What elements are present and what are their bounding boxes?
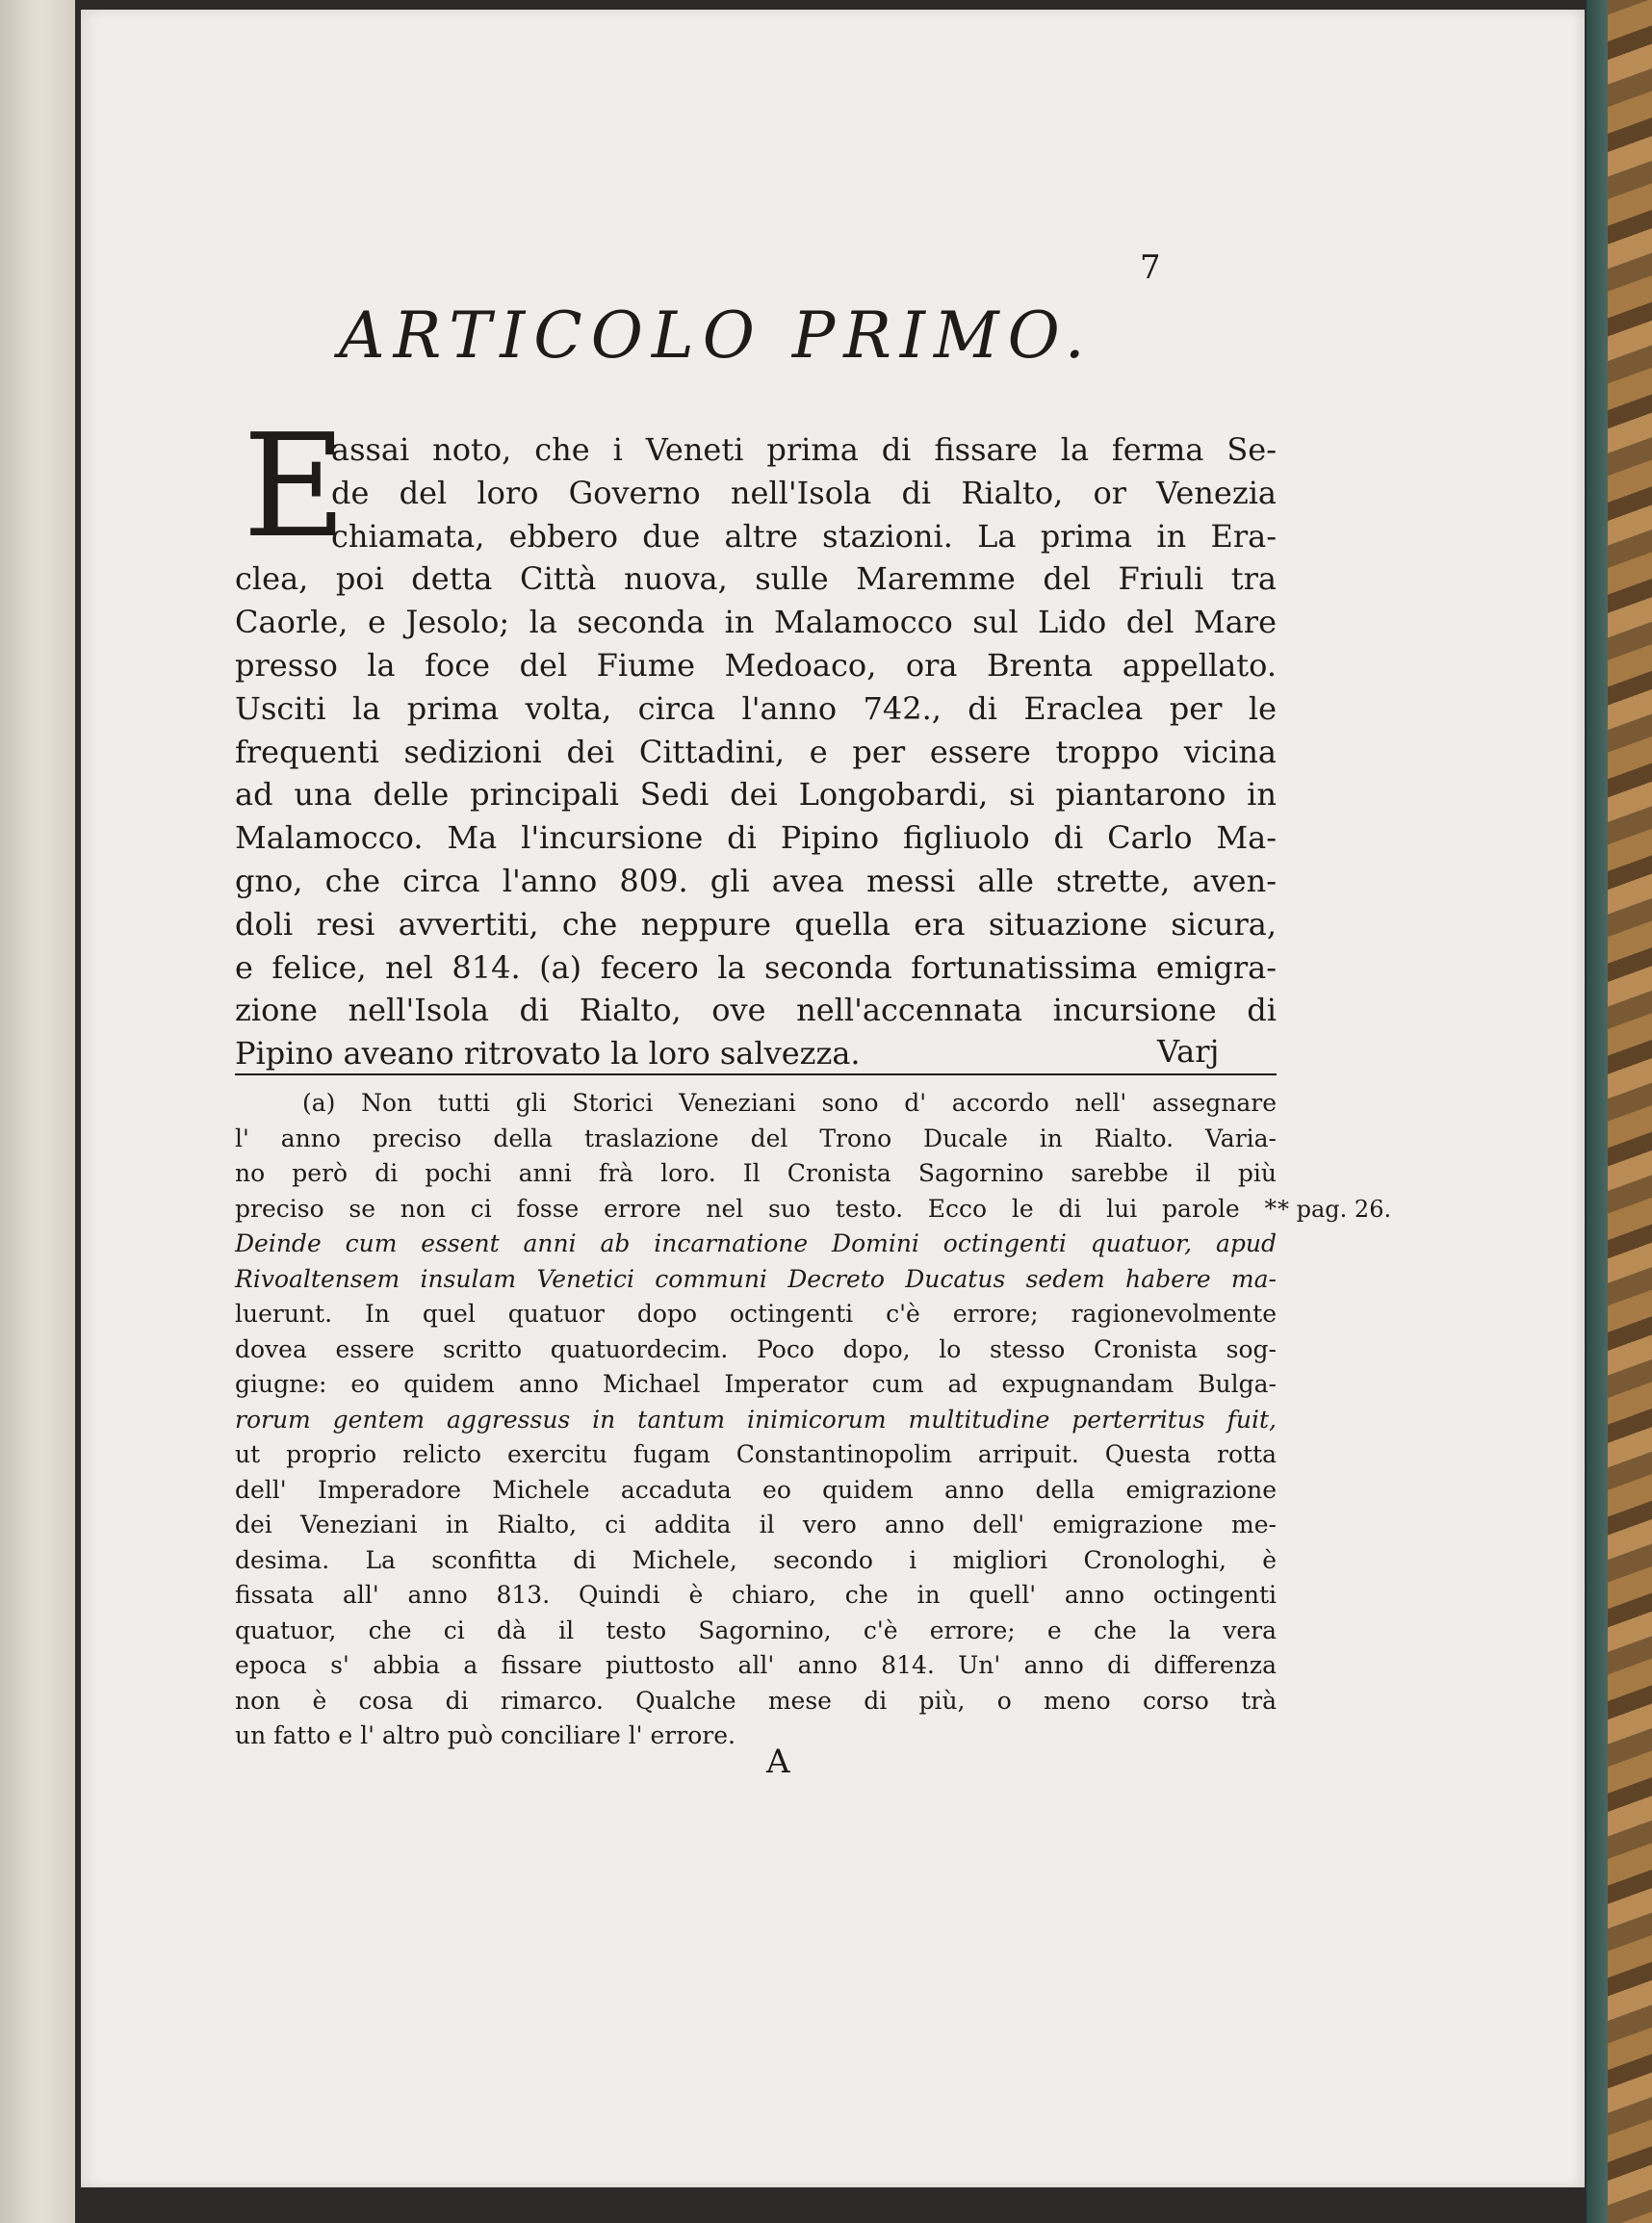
footnote-line: l' anno preciso della traslazione del Trono Ducale in Rialto. Varia- — [235, 1124, 1277, 1152]
footnote-line: dell' Imperadore Michele accaduta eo quidem anno della emigrazione — [235, 1475, 1277, 1504]
main-text-line: Usciti la prima volta, circa l'anno 742., di Eraclea per le — [235, 689, 1277, 727]
main-text-line: Pipino aveano ritrovato la loro salvezza. — [235, 1035, 861, 1073]
footnote-divider — [235, 1073, 1277, 1075]
footnote-line: un fatto e l' altro può conciliare l' errore. — [235, 1721, 736, 1749]
catchword: Varj — [1157, 1033, 1220, 1070]
footnote-line: quatuor, che ci dà il testo Sagornino, c'è errore; e che la vera — [235, 1616, 1277, 1644]
margin-note: * pag. 26. — [1278, 1196, 1392, 1223]
footnote — [235, 1086, 1277, 1754]
main-text-line: chiamata, ebbero due altre stazioni. La prima in Era- — [331, 517, 1277, 555]
footnote-line: dovea essere scritto quatuordecim. Poco dopo, lo stesso Cronista sog- — [235, 1334, 1277, 1363]
drop-cap: E — [243, 403, 348, 569]
footnote-line: fissata all' anno 813. Quindi è chiaro, che in quell' anno octingenti — [235, 1581, 1277, 1609]
main-text-line: doli resi avvertiti, che neppure quella era situazione sicura, — [235, 905, 1277, 943]
main-text-line: de del loro Governo nell'Isola di Rialto, or Venezia — [331, 474, 1277, 511]
main-text-line: clea, poi detta Città nuova, sulle Maremme del Friuli tra — [235, 560, 1277, 598]
footnote-line: (a) Non tutti gli Storici Veneziani sono d' accordo nell' assegnare — [302, 1089, 1277, 1117]
main-text-line: frequenti sedizioni dei Cittadini, e per essere troppo vicina — [235, 733, 1277, 770]
signature-mark: A — [766, 1743, 790, 1781]
facing-page-edge — [0, 0, 75, 2223]
footnote-line: luerunt. In quel quatuor dopo octingenti c'è errore; ragionevolmente — [235, 1300, 1277, 1328]
footnote-line: giugne: eo quidem anno Michael Imperator cum ad expugnandam Bulga- — [235, 1370, 1277, 1398]
footnote-line: non è cosa di rimarco. Qualche mese di più, o meno corso trà — [235, 1686, 1277, 1715]
footnote-line: desima. La sconfitta di Michele, secondo i migliori Cronologhi, è — [235, 1545, 1277, 1574]
main-text-line: ad una delle principali Sedi dei Longobardi, si piantarono in — [235, 776, 1277, 814]
main-text-line: Caorle, e Jesolo; la seconda in Malamocco sul Lido del Mare — [235, 604, 1277, 641]
footnote-line: Rivoaltensem insulam Venetici communi Decreto Ducatus sedem habere ma- — [235, 1264, 1277, 1293]
footnote-line: dei Veneziani in Rialto, ci addita il vero anno dell' emigrazione me- — [235, 1511, 1277, 1538]
main-text-line: e felice, nel 814. (a) fecero la seconda fortunatissima emigra- — [235, 948, 1277, 986]
article-title: ARTICOLO PRIMO. — [339, 298, 1094, 373]
footnote-line: no però di pochi anni frà loro. Il Cronista Sagornino sarebbe il più — [235, 1159, 1277, 1187]
main-text-line: Malamocco. Ma l'incursione di Pipino figliuolo di Carlo Ma- — [235, 819, 1277, 857]
footnote-line: ut proprio relicto exercitu fugam Constantinopolim arripuit. Questa rotta — [235, 1440, 1277, 1468]
book-spine-strip — [1587, 0, 1608, 2223]
page-number: 7 — [1140, 248, 1161, 287]
footnote-line: preciso se non ci fosse errore nel suo testo. Ecco le di lui parole * — [235, 1194, 1277, 1223]
footnote-line: epoca s' abbia a fissare piuttosto all' anno 814. Un' anno di differenza — [235, 1651, 1277, 1679]
footnote-line: rorum gentem aggressus in tantum inimicorum multitudine perterritus fuit, — [235, 1405, 1277, 1434]
main-text — [235, 428, 1277, 1075]
main-text-line: assai noto, che i Veneti prima di fissare la ferma Se- — [331, 431, 1277, 468]
main-text-line: presso la foce del Fiume Medoaco, ora Brenta appellato. — [235, 646, 1277, 684]
main-text-line: zione nell'Isola di Rialto, ove nell'accennata incursione di — [235, 992, 1277, 1029]
main-text-line: gno, che circa l'anno 809. gli avea messi alle strette, aven- — [235, 862, 1277, 899]
footnote-line: Deinde cum essent anni ab incarnatione Domini octingenti quatuor, apud — [235, 1229, 1277, 1257]
book-page — [81, 10, 1585, 2187]
